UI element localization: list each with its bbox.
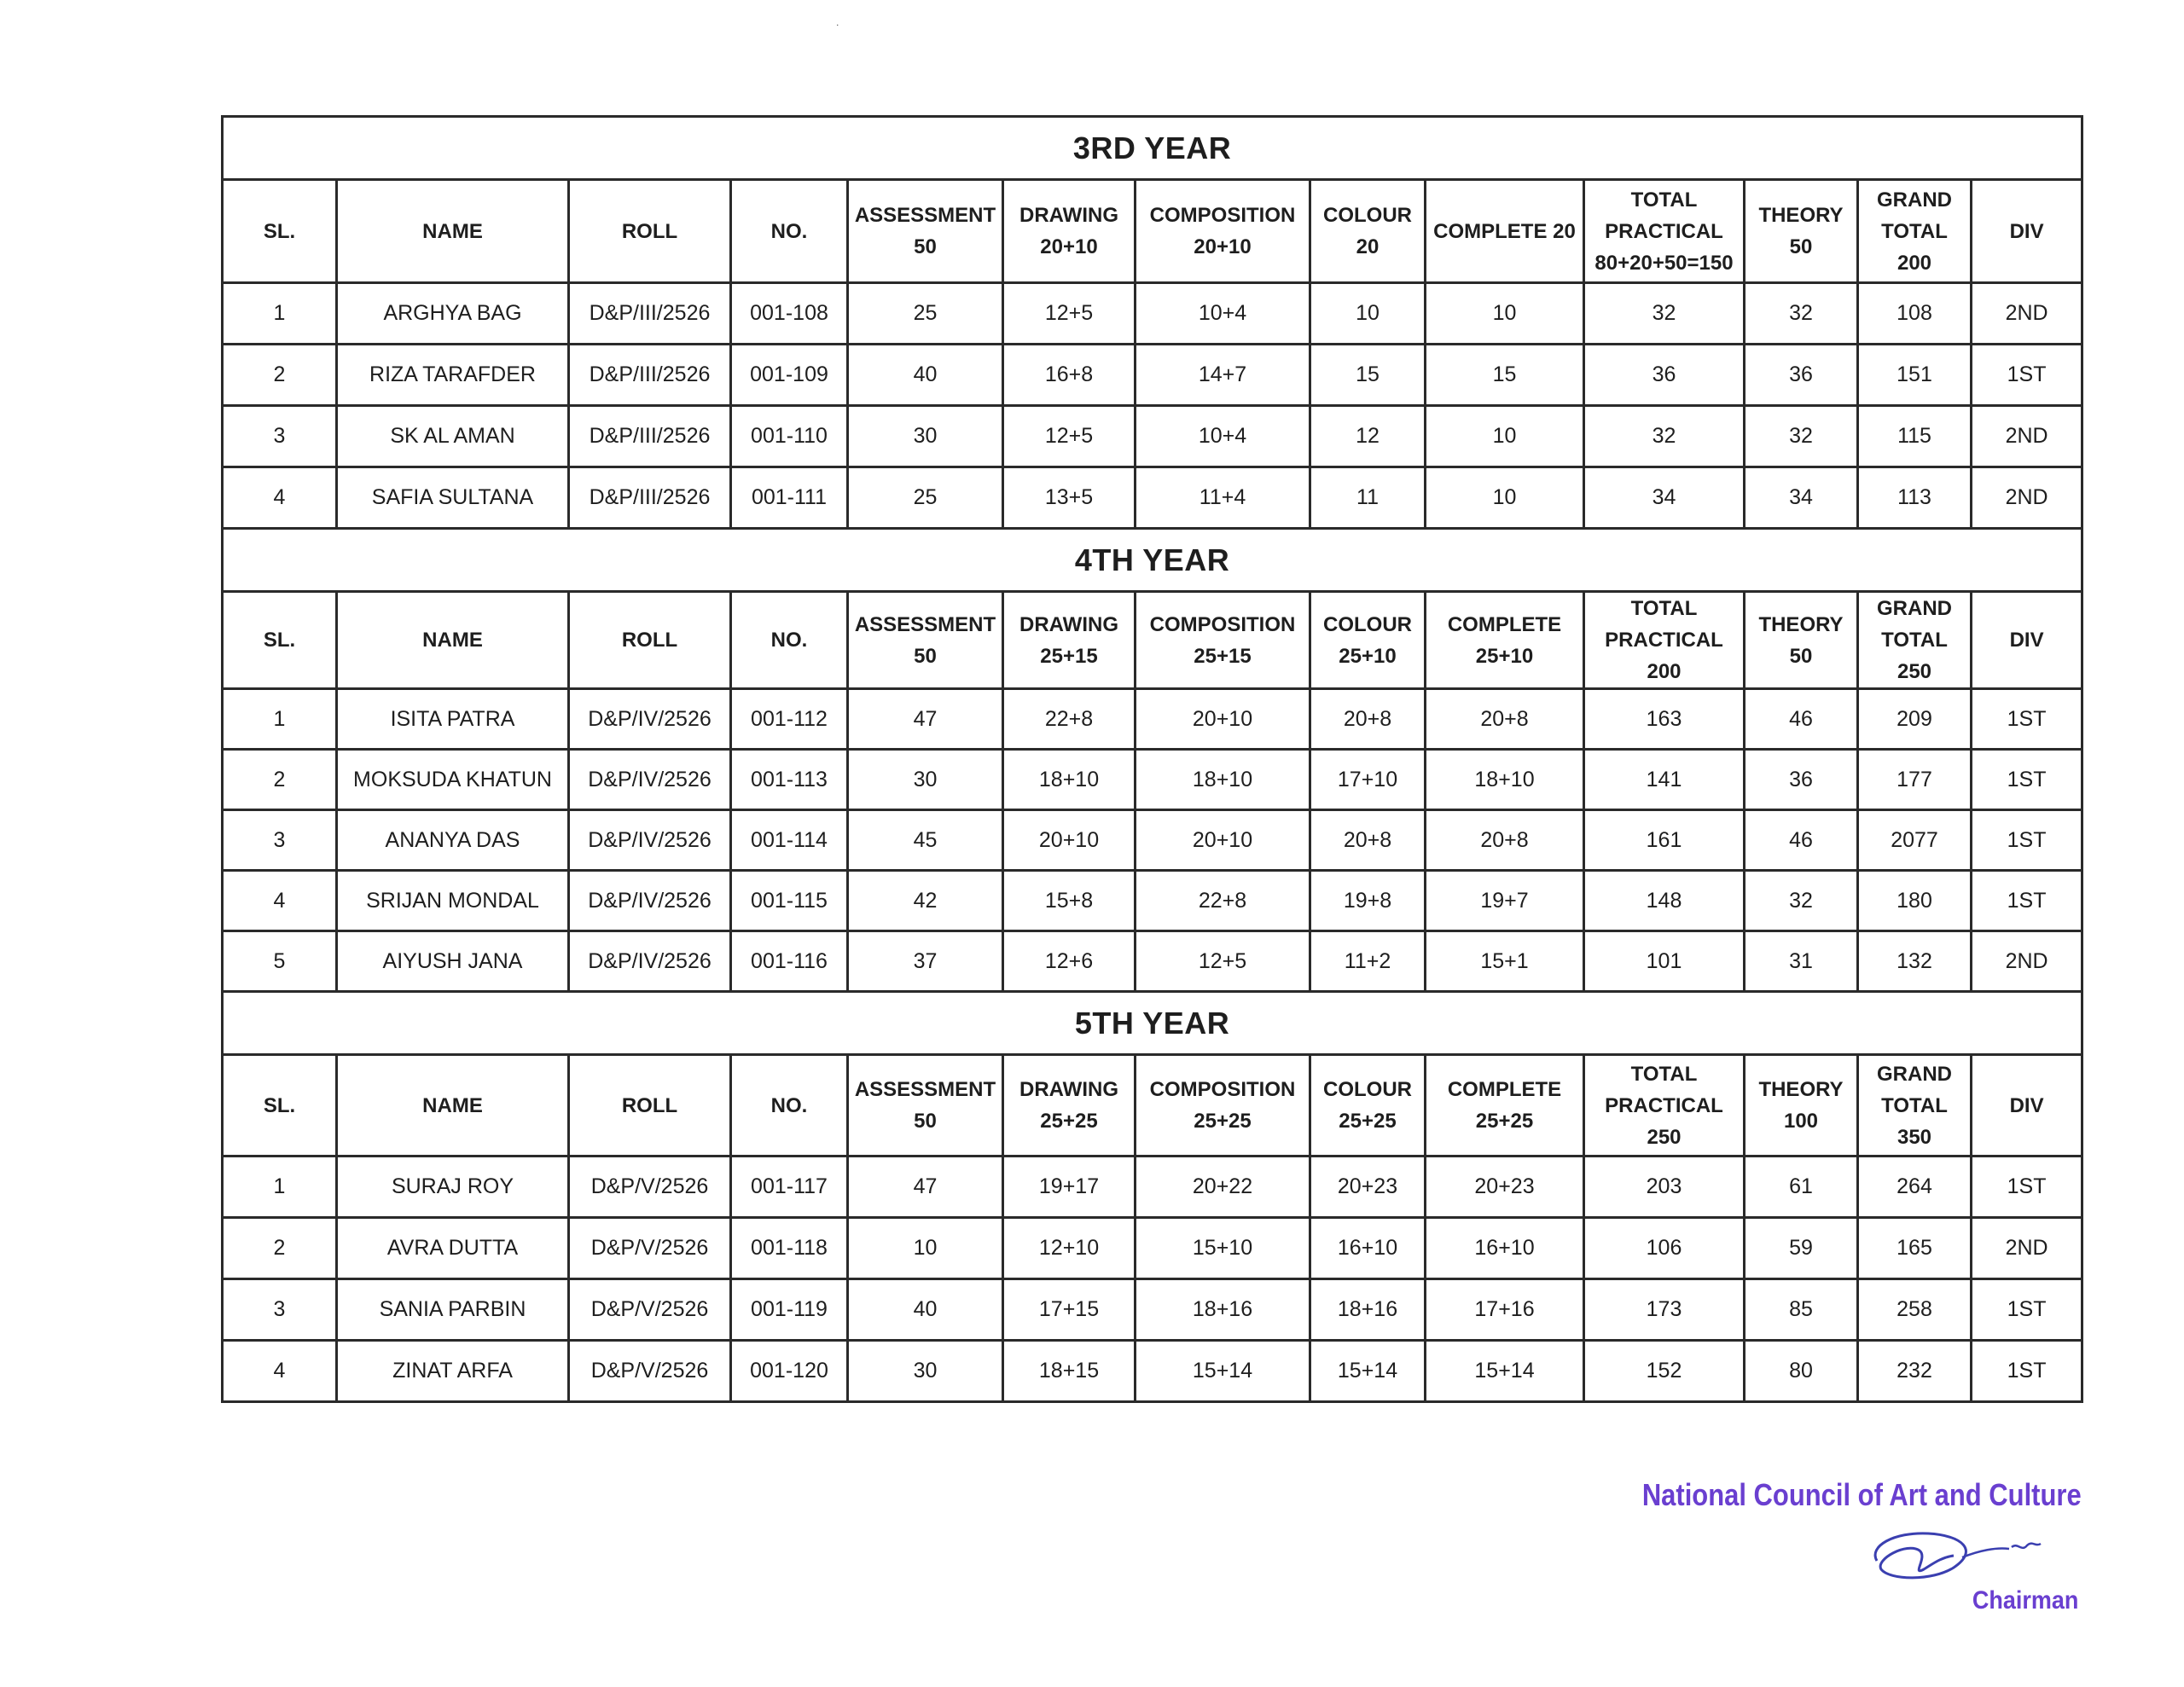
cell-composition: 18+10 xyxy=(1136,750,1310,810)
stamp-organization: National Council of Art and Culture xyxy=(1642,1477,2082,1512)
cell-total-practical: 32 xyxy=(1584,283,1745,345)
cell-theory: 46 xyxy=(1745,689,1858,750)
cell-no: 001-113 xyxy=(731,750,848,810)
header-max-marks: 25+15 xyxy=(1194,644,1252,668)
header-no xyxy=(731,180,848,283)
cell-theory: 80 xyxy=(1745,1341,1858,1402)
cell-theory: 36 xyxy=(1745,750,1858,810)
cell-name: ZINAT ARFA xyxy=(337,1341,569,1402)
cell-no: 001-108 xyxy=(731,283,848,345)
cell-grand-total: 264 xyxy=(1858,1157,1972,1218)
header-max-marks: 50 xyxy=(1789,235,1813,258)
cell-drawing: 15+8 xyxy=(1003,871,1136,931)
cell-composition: 14+7 xyxy=(1136,345,1310,406)
cell-no: 001-117 xyxy=(731,1157,848,1218)
header-label: GRAND TOTAL xyxy=(1877,188,1952,243)
header-max-marks: 200 xyxy=(1647,660,1682,683)
header-name xyxy=(337,592,569,689)
cell-theory: 32 xyxy=(1745,871,1858,931)
cell-name: RIZA TARAFDER xyxy=(337,345,569,406)
table-row xyxy=(223,1341,2082,1402)
header-max-marks: 50 xyxy=(914,1110,937,1133)
cell-div: 2ND xyxy=(1972,406,2082,467)
header-max-marks: 50 xyxy=(914,235,937,258)
header-row xyxy=(223,592,2082,689)
cell-name: ISITA PATRA xyxy=(337,689,569,750)
cell-composition: 20+22 xyxy=(1136,1157,1310,1218)
header-label: TOTAL PRACTICAL xyxy=(1605,597,1723,652)
cell-div: 2ND xyxy=(1972,283,2082,345)
cell-composition: 20+10 xyxy=(1136,689,1310,750)
cell-no: 001-115 xyxy=(731,871,848,931)
table-row xyxy=(223,406,2082,467)
cell-sl: 3 xyxy=(223,810,337,871)
cell-div: 1ST xyxy=(1972,1279,2082,1341)
cell-drawing: 19+17 xyxy=(1003,1157,1136,1218)
cell-assessment: 40 xyxy=(848,345,1003,406)
cell-complete: 10 xyxy=(1426,283,1584,345)
cell-theory: 46 xyxy=(1745,810,1858,871)
cell-composition: 15+14 xyxy=(1136,1341,1310,1402)
header-max-marks: 250 xyxy=(1896,660,1932,683)
cell-drawing: 18+15 xyxy=(1003,1341,1136,1402)
cell-drawing: 12+10 xyxy=(1003,1218,1136,1279)
header-max-marks: 20+10 xyxy=(1194,235,1252,258)
header-div xyxy=(1972,1055,2082,1157)
cell-total-practical: 106 xyxy=(1584,1218,1745,1279)
header-label: SL. xyxy=(263,1093,296,1117)
cell-assessment: 30 xyxy=(848,1341,1003,1402)
header-max-marks: 50 xyxy=(914,644,937,668)
header-div xyxy=(1972,592,2082,689)
cell-no: 001-118 xyxy=(731,1218,848,1279)
table-row xyxy=(223,750,2082,810)
cell-div: 1ST xyxy=(1972,1341,2082,1402)
cell-colour: 15 xyxy=(1310,345,1426,406)
cell-no: 001-111 xyxy=(731,467,848,529)
cell-complete: 15+14 xyxy=(1426,1341,1584,1402)
cell-colour: 20+8 xyxy=(1310,689,1426,750)
cell-theory: 34 xyxy=(1745,467,1858,529)
header-assessment xyxy=(848,1055,1003,1157)
header-max-marks: 25+15 xyxy=(1040,644,1098,668)
header-max-marks: 350 xyxy=(1896,1125,1932,1149)
cell-total-practical: 101 xyxy=(1584,931,1745,992)
cell-total-practical: 203 xyxy=(1584,1157,1745,1218)
header-label: ROLL xyxy=(621,629,678,652)
cell-roll: D&P/IV/2526 xyxy=(569,750,731,810)
header-label: NO. xyxy=(770,629,808,652)
header-assessment xyxy=(848,180,1003,283)
cell-composition: 18+16 xyxy=(1136,1279,1310,1341)
cell-colour: 12 xyxy=(1310,406,1426,467)
header-max-marks: 25+25 xyxy=(1475,1110,1534,1133)
cell-drawing: 12+5 xyxy=(1003,283,1136,345)
cell-theory: 31 xyxy=(1745,931,1858,992)
cell-div: 1ST xyxy=(1972,689,2082,750)
cell-grand-total: 132 xyxy=(1858,931,1972,992)
cell-name: SAFIA SULTANA xyxy=(337,467,569,529)
cell-sl: 5 xyxy=(223,931,337,992)
cell-grand-total: 113 xyxy=(1858,467,1972,529)
cell-drawing: 18+10 xyxy=(1003,750,1136,810)
cell-sl: 2 xyxy=(223,1218,337,1279)
header-max-marks: 80+20+50=150 xyxy=(1594,251,1734,275)
cell-colour: 20+23 xyxy=(1310,1157,1426,1218)
year-title: 5TH YEAR xyxy=(223,992,2082,1055)
cell-div: 1ST xyxy=(1972,345,2082,406)
cell-composition: 10+4 xyxy=(1136,406,1310,467)
cell-theory: 61 xyxy=(1745,1157,1858,1218)
cell-div: 1ST xyxy=(1972,871,2082,931)
header-label: NAME xyxy=(422,1093,483,1117)
header-roll xyxy=(569,180,731,283)
header-row xyxy=(223,180,2082,283)
scan-speck: ˙ xyxy=(836,22,840,36)
table-row xyxy=(223,283,2082,345)
cell-complete: 16+10 xyxy=(1426,1218,1584,1279)
cell-sl: 2 xyxy=(223,345,337,406)
cell-name: ARGHYA BAG xyxy=(337,283,569,345)
cell-total-practical: 32 xyxy=(1584,406,1745,467)
header-roll xyxy=(569,1055,731,1157)
cell-roll: D&P/III/2526 xyxy=(569,467,731,529)
cell-colour: 15+14 xyxy=(1310,1341,1426,1402)
cell-colour: 11+2 xyxy=(1310,931,1426,992)
header-grand-total xyxy=(1858,592,1972,689)
cell-no: 001-120 xyxy=(731,1341,848,1402)
cell-colour: 11 xyxy=(1310,467,1426,529)
header-label: COLOUR xyxy=(1323,612,1412,636)
cell-total-practical: 161 xyxy=(1584,810,1745,871)
header-label: GRAND TOTAL xyxy=(1877,1062,1952,1117)
cell-sl: 3 xyxy=(223,1279,337,1341)
header-complete xyxy=(1426,1055,1584,1157)
cell-name: SURAJ ROY xyxy=(337,1157,569,1218)
header-composition xyxy=(1136,180,1310,283)
header-colour xyxy=(1310,180,1426,283)
cell-assessment: 30 xyxy=(848,750,1003,810)
cell-sl: 1 xyxy=(223,1157,337,1218)
cell-no: 001-119 xyxy=(731,1279,848,1341)
cell-assessment: 45 xyxy=(848,810,1003,871)
header-sl xyxy=(223,592,337,689)
table-row xyxy=(223,345,2082,406)
cell-total-practical: 36 xyxy=(1584,345,1745,406)
header-label: DRAWING xyxy=(1019,1078,1118,1101)
header-label: NO. xyxy=(770,219,808,243)
cell-total-practical: 163 xyxy=(1584,689,1745,750)
cell-name: SRIJAN MONDAL xyxy=(337,871,569,931)
cell-grand-total: 232 xyxy=(1858,1341,1972,1402)
cell-total-practical: 152 xyxy=(1584,1341,1745,1402)
header-label: ROLL xyxy=(621,1093,678,1117)
cell-assessment: 30 xyxy=(848,406,1003,467)
header-theory xyxy=(1745,1055,1858,1157)
table-row xyxy=(223,810,2082,871)
header-assessment xyxy=(848,592,1003,689)
header-max-marks: 100 xyxy=(1783,1110,1819,1133)
cell-composition: 12+5 xyxy=(1136,931,1310,992)
cell-no: 001-114 xyxy=(731,810,848,871)
cell-name: MOKSUDA KHATUN xyxy=(337,750,569,810)
cell-composition: 20+10 xyxy=(1136,810,1310,871)
cell-assessment: 47 xyxy=(848,1157,1003,1218)
header-drawing xyxy=(1003,592,1136,689)
cell-theory: 32 xyxy=(1745,406,1858,467)
cell-name: AIYUSH JANA xyxy=(337,931,569,992)
header-colour xyxy=(1310,592,1426,689)
cell-roll: D&P/IV/2526 xyxy=(569,810,731,871)
year-title: 4TH YEAR xyxy=(223,529,2082,592)
header-complete-label: COMPLETE 20 xyxy=(1433,219,1576,243)
cell-composition: 10+4 xyxy=(1136,283,1310,345)
cell-grand-total: 258 xyxy=(1858,1279,1972,1341)
header-max-marks: 200 xyxy=(1896,251,1932,275)
cell-colour: 19+8 xyxy=(1310,871,1426,931)
cell-colour: 10 xyxy=(1310,283,1426,345)
cell-sl: 3 xyxy=(223,406,337,467)
cell-roll: D&P/V/2526 xyxy=(569,1218,731,1279)
header-max-marks: 25+25 xyxy=(1194,1110,1252,1133)
cell-drawing: 22+8 xyxy=(1003,689,1136,750)
header-total-practical xyxy=(1584,180,1745,283)
cell-grand-total: 209 xyxy=(1858,689,1972,750)
cell-sl: 1 xyxy=(223,283,337,345)
header-label: TOTAL PRACTICAL xyxy=(1605,188,1723,243)
cell-complete: 18+10 xyxy=(1426,750,1584,810)
cell-complete: 15 xyxy=(1426,345,1584,406)
cell-roll: D&P/IV/2526 xyxy=(569,871,731,931)
cell-roll: D&P/V/2526 xyxy=(569,1341,731,1402)
header-theory xyxy=(1745,592,1858,689)
cell-sl: 4 xyxy=(223,467,337,529)
cell-roll: D&P/IV/2526 xyxy=(569,931,731,992)
header-label: DRAWING xyxy=(1019,204,1118,227)
header-max-marks: 25+25 xyxy=(1339,1110,1397,1133)
header-roll xyxy=(569,592,731,689)
cell-div: 2ND xyxy=(1972,1218,2082,1279)
header-max-marks: 250 xyxy=(1647,1125,1682,1149)
header-label: DIV xyxy=(2009,629,2044,652)
cell-name: SK AL AMAN xyxy=(337,406,569,467)
header-label: NO. xyxy=(770,1093,808,1117)
cell-total-practical: 34 xyxy=(1584,467,1745,529)
table-row xyxy=(223,1157,2082,1218)
cell-assessment: 37 xyxy=(848,931,1003,992)
cell-drawing: 20+10 xyxy=(1003,810,1136,871)
cell-grand-total: 108 xyxy=(1858,283,1972,345)
cell-roll: D&P/V/2526 xyxy=(569,1279,731,1341)
stamp-title: Chairman xyxy=(1972,1586,2078,1615)
header-sl xyxy=(223,1055,337,1157)
header-colour xyxy=(1310,1055,1426,1157)
header-max-marks: 20+10 xyxy=(1040,235,1098,258)
header-sl xyxy=(223,180,337,283)
cell-roll: D&P/V/2526 xyxy=(569,1157,731,1218)
cell-assessment: 40 xyxy=(848,1279,1003,1341)
cell-drawing: 17+15 xyxy=(1003,1279,1136,1341)
cell-name: ANANYA DAS xyxy=(337,810,569,871)
cell-complete: 20+23 xyxy=(1426,1157,1584,1218)
cell-grand-total: 151 xyxy=(1858,345,1972,406)
header-complete xyxy=(1426,180,1584,283)
cell-div: 2ND xyxy=(1972,931,2082,992)
cell-total-practical: 173 xyxy=(1584,1279,1745,1341)
header-grand-total xyxy=(1858,180,1972,283)
header-total-practical xyxy=(1584,592,1745,689)
cell-grand-total: 177 xyxy=(1858,750,1972,810)
table-row xyxy=(223,931,2082,992)
header-label: SL. xyxy=(263,629,296,652)
header-label: TOTAL PRACTICAL xyxy=(1605,1062,1723,1117)
year-title-row xyxy=(223,529,2082,592)
cell-roll: D&P/III/2526 xyxy=(569,406,731,467)
cell-roll: D&P/IV/2526 xyxy=(569,689,731,750)
header-label: COMPLETE xyxy=(1447,1078,1562,1101)
cell-drawing: 12+6 xyxy=(1003,931,1136,992)
cell-roll: D&P/III/2526 xyxy=(569,283,731,345)
cell-theory: 36 xyxy=(1745,345,1858,406)
cell-sl: 2 xyxy=(223,750,337,810)
header-name xyxy=(337,180,569,283)
cell-grand-total: 180 xyxy=(1858,871,1972,931)
cell-no: 001-112 xyxy=(731,689,848,750)
header-div xyxy=(1972,180,2082,283)
header-label: DIV xyxy=(2009,219,2044,243)
header-label: DIV xyxy=(2009,1093,2044,1117)
table-row xyxy=(223,1279,2082,1341)
cell-assessment: 10 xyxy=(848,1218,1003,1279)
header-label: GRAND TOTAL xyxy=(1877,597,1952,652)
header-theory xyxy=(1745,180,1858,283)
cell-complete: 20+8 xyxy=(1426,689,1584,750)
header-label: COMPOSITION xyxy=(1149,1078,1296,1101)
cell-drawing: 13+5 xyxy=(1003,467,1136,529)
header-label: COLOUR xyxy=(1323,1078,1412,1101)
year-title-row xyxy=(223,992,2082,1055)
header-label: ROLL xyxy=(621,219,678,243)
header-max-marks: 50 xyxy=(1789,644,1813,668)
cell-composition: 15+10 xyxy=(1136,1218,1310,1279)
cell-assessment: 42 xyxy=(848,871,1003,931)
header-max-marks: 25+25 xyxy=(1040,1110,1098,1133)
chairman-signature xyxy=(1860,1508,2090,1593)
cell-div: 1ST xyxy=(1972,750,2082,810)
header-name xyxy=(337,1055,569,1157)
cell-assessment: 25 xyxy=(848,283,1003,345)
header-row xyxy=(223,1055,2082,1157)
cell-assessment: 25 xyxy=(848,467,1003,529)
header-drawing xyxy=(1003,1055,1136,1157)
cell-colour: 16+10 xyxy=(1310,1218,1426,1279)
header-label: DRAWING xyxy=(1019,612,1118,636)
table-row xyxy=(223,467,2082,529)
cell-grand-total: 2077 xyxy=(1858,810,1972,871)
results-table xyxy=(221,115,2083,1403)
cell-assessment: 47 xyxy=(848,689,1003,750)
cell-no: 001-109 xyxy=(731,345,848,406)
table-row xyxy=(223,689,2082,750)
cell-total-practical: 148 xyxy=(1584,871,1745,931)
cell-colour: 18+16 xyxy=(1310,1279,1426,1341)
header-label: COMPOSITION xyxy=(1149,204,1296,227)
header-composition xyxy=(1136,592,1310,689)
cell-div: 1ST xyxy=(1972,810,2082,871)
cell-div: 2ND xyxy=(1972,467,2082,529)
cell-sl: 4 xyxy=(223,871,337,931)
cell-grand-total: 165 xyxy=(1858,1218,1972,1279)
cell-grand-total: 115 xyxy=(1858,406,1972,467)
year-title-row xyxy=(223,117,2082,180)
header-grand-total xyxy=(1858,1055,1972,1157)
cell-composition: 22+8 xyxy=(1136,871,1310,931)
header-label: THEORY xyxy=(1758,204,1844,227)
cell-name: SANIA PARBIN xyxy=(337,1279,569,1341)
cell-sl: 1 xyxy=(223,689,337,750)
cell-no: 001-116 xyxy=(731,931,848,992)
year-title: 3RD YEAR xyxy=(223,117,2082,180)
council-stamp xyxy=(1621,1474,2082,1627)
table-row xyxy=(223,871,2082,931)
cell-drawing: 16+8 xyxy=(1003,345,1136,406)
header-max-marks: 25+10 xyxy=(1475,644,1534,668)
cell-total-practical: 141 xyxy=(1584,750,1745,810)
header-label: ASSESSMENT xyxy=(854,204,996,227)
cell-colour: 20+8 xyxy=(1310,810,1426,871)
header-label: COMPOSITION xyxy=(1149,612,1296,636)
cell-theory: 32 xyxy=(1745,283,1858,345)
cell-colour: 17+10 xyxy=(1310,750,1426,810)
cell-complete: 15+1 xyxy=(1426,931,1584,992)
header-label: ASSESSMENT xyxy=(854,1078,996,1101)
header-label: NAME xyxy=(422,629,483,652)
header-max-marks: 20 xyxy=(1356,235,1380,258)
header-no xyxy=(731,592,848,689)
cell-complete: 10 xyxy=(1426,406,1584,467)
table-row xyxy=(223,1218,2082,1279)
cell-complete: 10 xyxy=(1426,467,1584,529)
header-label: COLOUR xyxy=(1323,204,1412,227)
header-composition xyxy=(1136,1055,1310,1157)
header-no xyxy=(731,1055,848,1157)
cell-div: 1ST xyxy=(1972,1157,2082,1218)
cell-name: AVRA DUTTA xyxy=(337,1218,569,1279)
cell-theory: 59 xyxy=(1745,1218,1858,1279)
cell-composition: 11+4 xyxy=(1136,467,1310,529)
cell-complete: 17+16 xyxy=(1426,1279,1584,1341)
cell-theory: 85 xyxy=(1745,1279,1858,1341)
header-complete xyxy=(1426,592,1584,689)
header-label: NAME xyxy=(422,219,483,243)
header-label: THEORY xyxy=(1758,1078,1844,1101)
header-max-marks: 25+10 xyxy=(1339,644,1397,668)
header-drawing xyxy=(1003,180,1136,283)
header-total-practical xyxy=(1584,1055,1745,1157)
cell-drawing: 12+5 xyxy=(1003,406,1136,467)
header-label: SL. xyxy=(263,219,296,243)
cell-sl: 4 xyxy=(223,1341,337,1402)
header-label: ASSESSMENT xyxy=(854,612,996,636)
cell-roll: D&P/III/2526 xyxy=(569,345,731,406)
cell-complete: 19+7 xyxy=(1426,871,1584,931)
cell-complete: 20+8 xyxy=(1426,810,1584,871)
header-label: THEORY xyxy=(1758,612,1844,636)
cell-no: 001-110 xyxy=(731,406,848,467)
header-label: COMPLETE xyxy=(1447,612,1562,636)
